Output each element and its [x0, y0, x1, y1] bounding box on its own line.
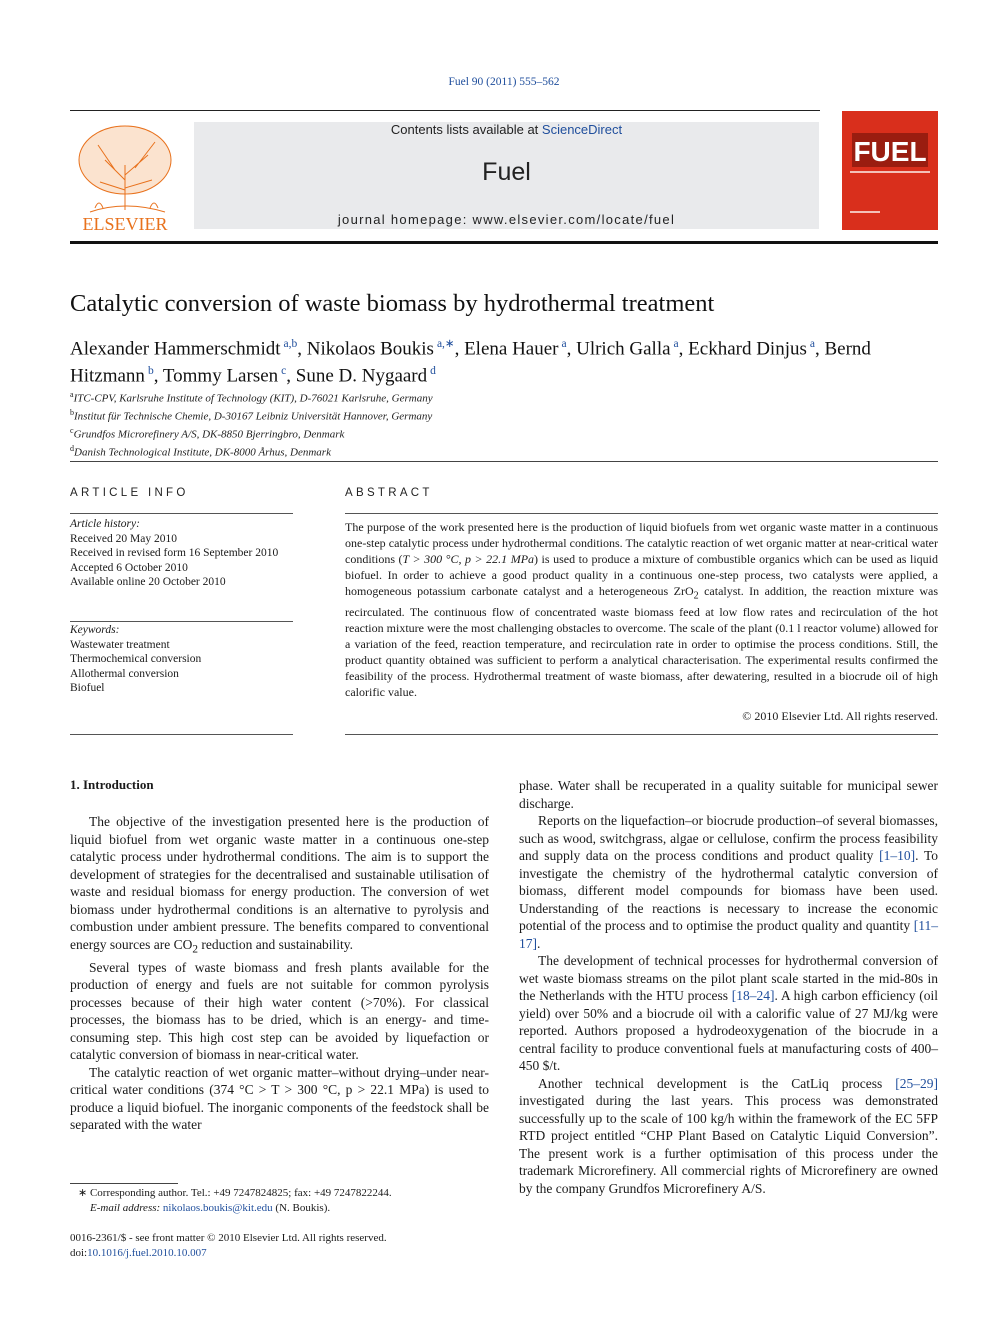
affiliation — [70, 424, 938, 442]
keyword: Allothermal conversion — [70, 667, 179, 680]
footnote-contact: ∗ Corresponding author. Tel.: +49 7247824825; fax: +49 7247822244. — [78, 1187, 392, 1199]
author-separator: , — [454, 338, 465, 360]
footnote-rule — [70, 1183, 178, 1184]
author-name: Bernd Hitzmann — [70, 338, 871, 387]
paragraph — [519, 1075, 938, 1198]
abstract-text — [345, 519, 938, 700]
elsevier-logo[interactable] — [70, 120, 180, 235]
keywords-rule — [70, 621, 293, 622]
paragraph-text: Another technical development is the CatLiq process — [538, 1075, 896, 1091]
keywords-label: Keywords: — [70, 624, 120, 636]
author-name: Eckhard Dinjus — [688, 338, 807, 360]
history-item: Received in revised form 16 September 2010 — [70, 547, 279, 559]
email-link[interactable]: nikolaos.boukis@kit.edu — [162, 1201, 273, 1214]
article-info-end-rule — [70, 734, 293, 735]
keywords — [70, 623, 293, 696]
section-rule — [70, 461, 938, 462]
article-info-heading: ARTICLE INFO — [70, 487, 189, 499]
sciencedirect-link[interactable]: ScienceDirect — [541, 122, 623, 137]
email-label: E-mail address: — [90, 1201, 163, 1214]
reference-link[interactable]: [11–17] — [519, 918, 938, 951]
footnote-email-line — [70, 1201, 490, 1216]
co2-text: CO — [173, 936, 193, 952]
doi-label: doi: — [70, 1246, 88, 1259]
paragraph — [519, 952, 938, 1075]
header-thick-rule — [70, 241, 938, 244]
author-name: Alexander Hammerschmidt — [70, 338, 281, 360]
abstract-part: The purpose of the work presented here is the production of liquid biofuels from wet organic waste matter in a continuous one-step catalytic process under hydrothermal conditions. The catalytic reaction of wet organic matter at near-critical water conditions ( — [345, 520, 938, 566]
article-info-rule — [70, 513, 293, 514]
affiliation-text: Institut für Technische Chemie, D-30167 Leibniz Universität Hannover, Germany — [74, 410, 433, 423]
abstract-part: ) is used to produce a mixture of combustible organics which can be used as liquid biofuel. In order to achieve a good product quality in a continuous one-step process, two catalysts were applied, a homogeneous potassium carbonate catalyst and a heterogeneous — [345, 552, 938, 598]
abstract-part: catalyst. In addition, the reaction mixture was recirculated. The continuous flow of concentrated waste biomass feed at low flow rates and recirculation of the hot reaction mixture were the most challenging obstacles to overcome. The scale of the plant (0.1 l reactor volume) allowed for a variation of the feed, reaction temperature, and recirculation rate in order to optimise the process conditions. Still, the product quantity obtained was sufficient to perform a analytical characterisation. The experimental results confirmed the feasibility of the process. Hydrothermal treatment of waste biomass, after dewatering, resulted in a biocrude oil of high calorific value. — [345, 584, 938, 700]
paragraph-text: investigated during the last years. This process was demonstrated successfully up to the scale of 100 kg/h within the framework of the EC 5FP RTD project entitled “CHP Plant Based on Catalytic Liquid Conversion”. The present work is a further optimisation of this process under the trademark Microrefinery. All commercial rights of Microrefinery are owned by the company Grundfos Microrefinery A/S. — [519, 1093, 938, 1196]
header-rule — [70, 110, 820, 111]
paragraph-text: Reports on the liquefaction–or biocrude production–of several biomasses, such as wood, switchgrass, algae or cellulose, confirm the process feasibility and supply data on the process conditions and product quality — [519, 813, 938, 863]
author-name: Sune D. Nygaard — [295, 365, 428, 387]
affiliation — [70, 406, 938, 424]
history-label: Article history: — [70, 518, 140, 530]
author-separator: , — [286, 365, 296, 387]
author-name: Nikolaos Boukis — [306, 338, 434, 360]
paragraph: phase. Water shall be recuperated in a quality suitable for municipal sewer discharge. — [519, 778, 938, 811]
author-affiliation-marker[interactable]: a,b — [283, 338, 298, 350]
author-affiliation-marker[interactable]: a — [561, 338, 567, 350]
author-separator: , — [297, 338, 307, 360]
author-separator: , — [815, 338, 825, 360]
journal-homepage[interactable]: journal homepage: www.elsevier.com/locate/fuel — [337, 212, 676, 227]
body-column-right — [519, 777, 938, 1197]
doi-link[interactable]: 10.1016/j.fuel.2010.10.007 — [87, 1246, 207, 1259]
corresponding-author-footnote — [70, 1186, 490, 1215]
abstract-catalyst-sub: 2 — [693, 590, 699, 602]
reference-link[interactable]: [1–10] — [879, 848, 916, 863]
copyright: © 2010 Elsevier Ltd. All rights reserved. — [742, 709, 938, 723]
reference-link[interactable]: [18–24] — [731, 988, 775, 1003]
affiliation-key: a — [70, 390, 74, 399]
affiliation — [70, 388, 938, 406]
journal-citation[interactable]: Fuel 90 (2011) 555–562 — [448, 76, 560, 88]
author-name: Tommy Larsen — [162, 365, 279, 387]
journal-cover[interactable] — [842, 111, 938, 230]
journal-name: Fuel — [482, 158, 531, 186]
author-affiliation-marker[interactable]: c — [281, 365, 287, 378]
email-suffix: (N. Boukis). — [272, 1201, 331, 1214]
author-separator: , — [678, 338, 689, 360]
affiliation — [70, 442, 938, 460]
abstract-catalyst: ZrO — [673, 584, 694, 598]
keyword: Thermochemical conversion — [70, 653, 202, 665]
author-affiliation-marker[interactable]: d — [430, 365, 436, 378]
author-name: Ulrich Galla — [576, 338, 671, 360]
author-affiliation-marker[interactable]: a,∗ — [436, 338, 455, 350]
affiliation-text: Grundfos Microrefinery A/S, DK-8850 Bjerringbro, Denmark — [73, 428, 345, 441]
issn-line: 0016-2361/$ - see front matter © 2010 Elsevier Ltd. All rights reserved. — [70, 1232, 387, 1244]
intro-heading: 1. Introduction — [70, 777, 154, 792]
contents-line — [194, 122, 819, 137]
contents-prefix: Contents lists available at — [390, 122, 542, 137]
author-separator: , — [153, 365, 163, 387]
co2-sub: 2 — [192, 943, 198, 956]
abstract-end-rule — [345, 734, 938, 735]
paragraph-text: . A high carbon efficiency (oil yield) over 50% and a biocrude oil with a calorific value of 27 MJ/kg were reported. Authors proposed a hydrodeoxygenation of the biocrude in a central facility to produce conventional fuels at manufacturing costs of 400–450 $/t. — [519, 988, 938, 1073]
paragraph: The catalytic reaction of wet organic matter–without drying–under near-critical water conditions (374 °C > T > 300 °C, p > 22.1 MPa) is used to produce a liquid biofuel. The inorganic components of the feedstock shall be separated with the water — [70, 1064, 489, 1133]
paragraph — [519, 812, 938, 952]
body-column-left — [70, 813, 489, 1134]
affiliation-text: ITC-CPV, Karlsruhe Institute of Technology (KIT), D-76021 Karlsruhe, Germany — [73, 392, 433, 405]
paragraph-text: reduction and sustainability. — [197, 936, 354, 952]
article-title: Catalytic conversion of waste biomass by hydrothermal treatment — [70, 290, 715, 317]
reference-link[interactable]: [25–29] — [895, 1075, 938, 1091]
paragraph-text: The objective of the investigation presented here is the production of liquid biofuel from wet organic waste matter in a continuous one-step catalytic process under hydrothermal conditions. The aim is to support the development of strategies for the decentralised and sustainable utilisation of waste and residual biomass for energy production. The conversion of wet biomass under hydrothermal conditions is an alternative to pyrolysis and combustion under ambient pressure. The benefits compared to conventional energy sources are — [70, 814, 489, 952]
keyword: Wastewater treatment — [70, 638, 170, 651]
paragraph-text: . — [537, 935, 541, 951]
affiliation-text: Danish Technological Institute, DK-8000 Århus, Denmark — [74, 447, 331, 460]
elsevier-tree-icon — [70, 120, 180, 235]
author-list — [70, 333, 938, 388]
cover-art-icon — [842, 111, 938, 230]
issn-block — [70, 1231, 490, 1260]
article-history — [70, 517, 293, 590]
affiliation-key: b — [70, 408, 74, 418]
author-name: Elena Hauer — [464, 338, 559, 360]
history-item: Available online 20 October 2010 — [70, 576, 226, 588]
paragraph: Several types of waste biomass and fresh plants available for the production of energy and fuels are not suitable for common pyrolysis processes because of their high water content (>70%). For classical processes, the biomass has to be dried, which is an energy- and time-consuming step. This high cost step can be avoided by liquefaction or catalytic conversion of biomass in near-critical water. — [70, 959, 489, 1063]
history-item: Received 20 May 2010 — [70, 532, 177, 545]
author-affiliation-marker[interactable]: a — [809, 338, 815, 350]
affiliation-key: c — [70, 426, 74, 436]
paragraph — [70, 813, 489, 959]
cover-title: FUEL — [853, 136, 927, 167]
abstract-conditions: T > 300 °C, p > 22.1 MPa — [402, 552, 535, 566]
author-affiliation-marker[interactable]: b — [147, 365, 154, 378]
paragraph-text: . To investigate the chemistry of the hydrothermal catalytic conversion of biomass, different model compounds for biomass have been used. Understanding of the reactions is necessary to increase the economic potential of the process and to optimise the product quality and quantity — [519, 848, 938, 933]
affiliation-list — [70, 388, 938, 461]
abstract-heading: ABSTRACT — [345, 487, 433, 499]
abstract-rule — [345, 513, 938, 514]
elsevier-wordmark: ELSEVIER — [82, 214, 168, 234]
paragraph-text: The development of technical processes for hydrothermal conversion of wet waste biomass streams on the pilot plant scale started in the mid-80s in the Netherlands with the HTU process — [519, 953, 938, 1003]
affiliation-key: d — [70, 444, 74, 454]
history-item: Accepted 6 October 2010 — [70, 561, 188, 574]
keyword: Biofuel — [70, 682, 105, 694]
doi-line — [70, 1246, 490, 1261]
author-separator: , — [566, 338, 577, 360]
author-affiliation-marker[interactable]: a — [673, 338, 679, 350]
